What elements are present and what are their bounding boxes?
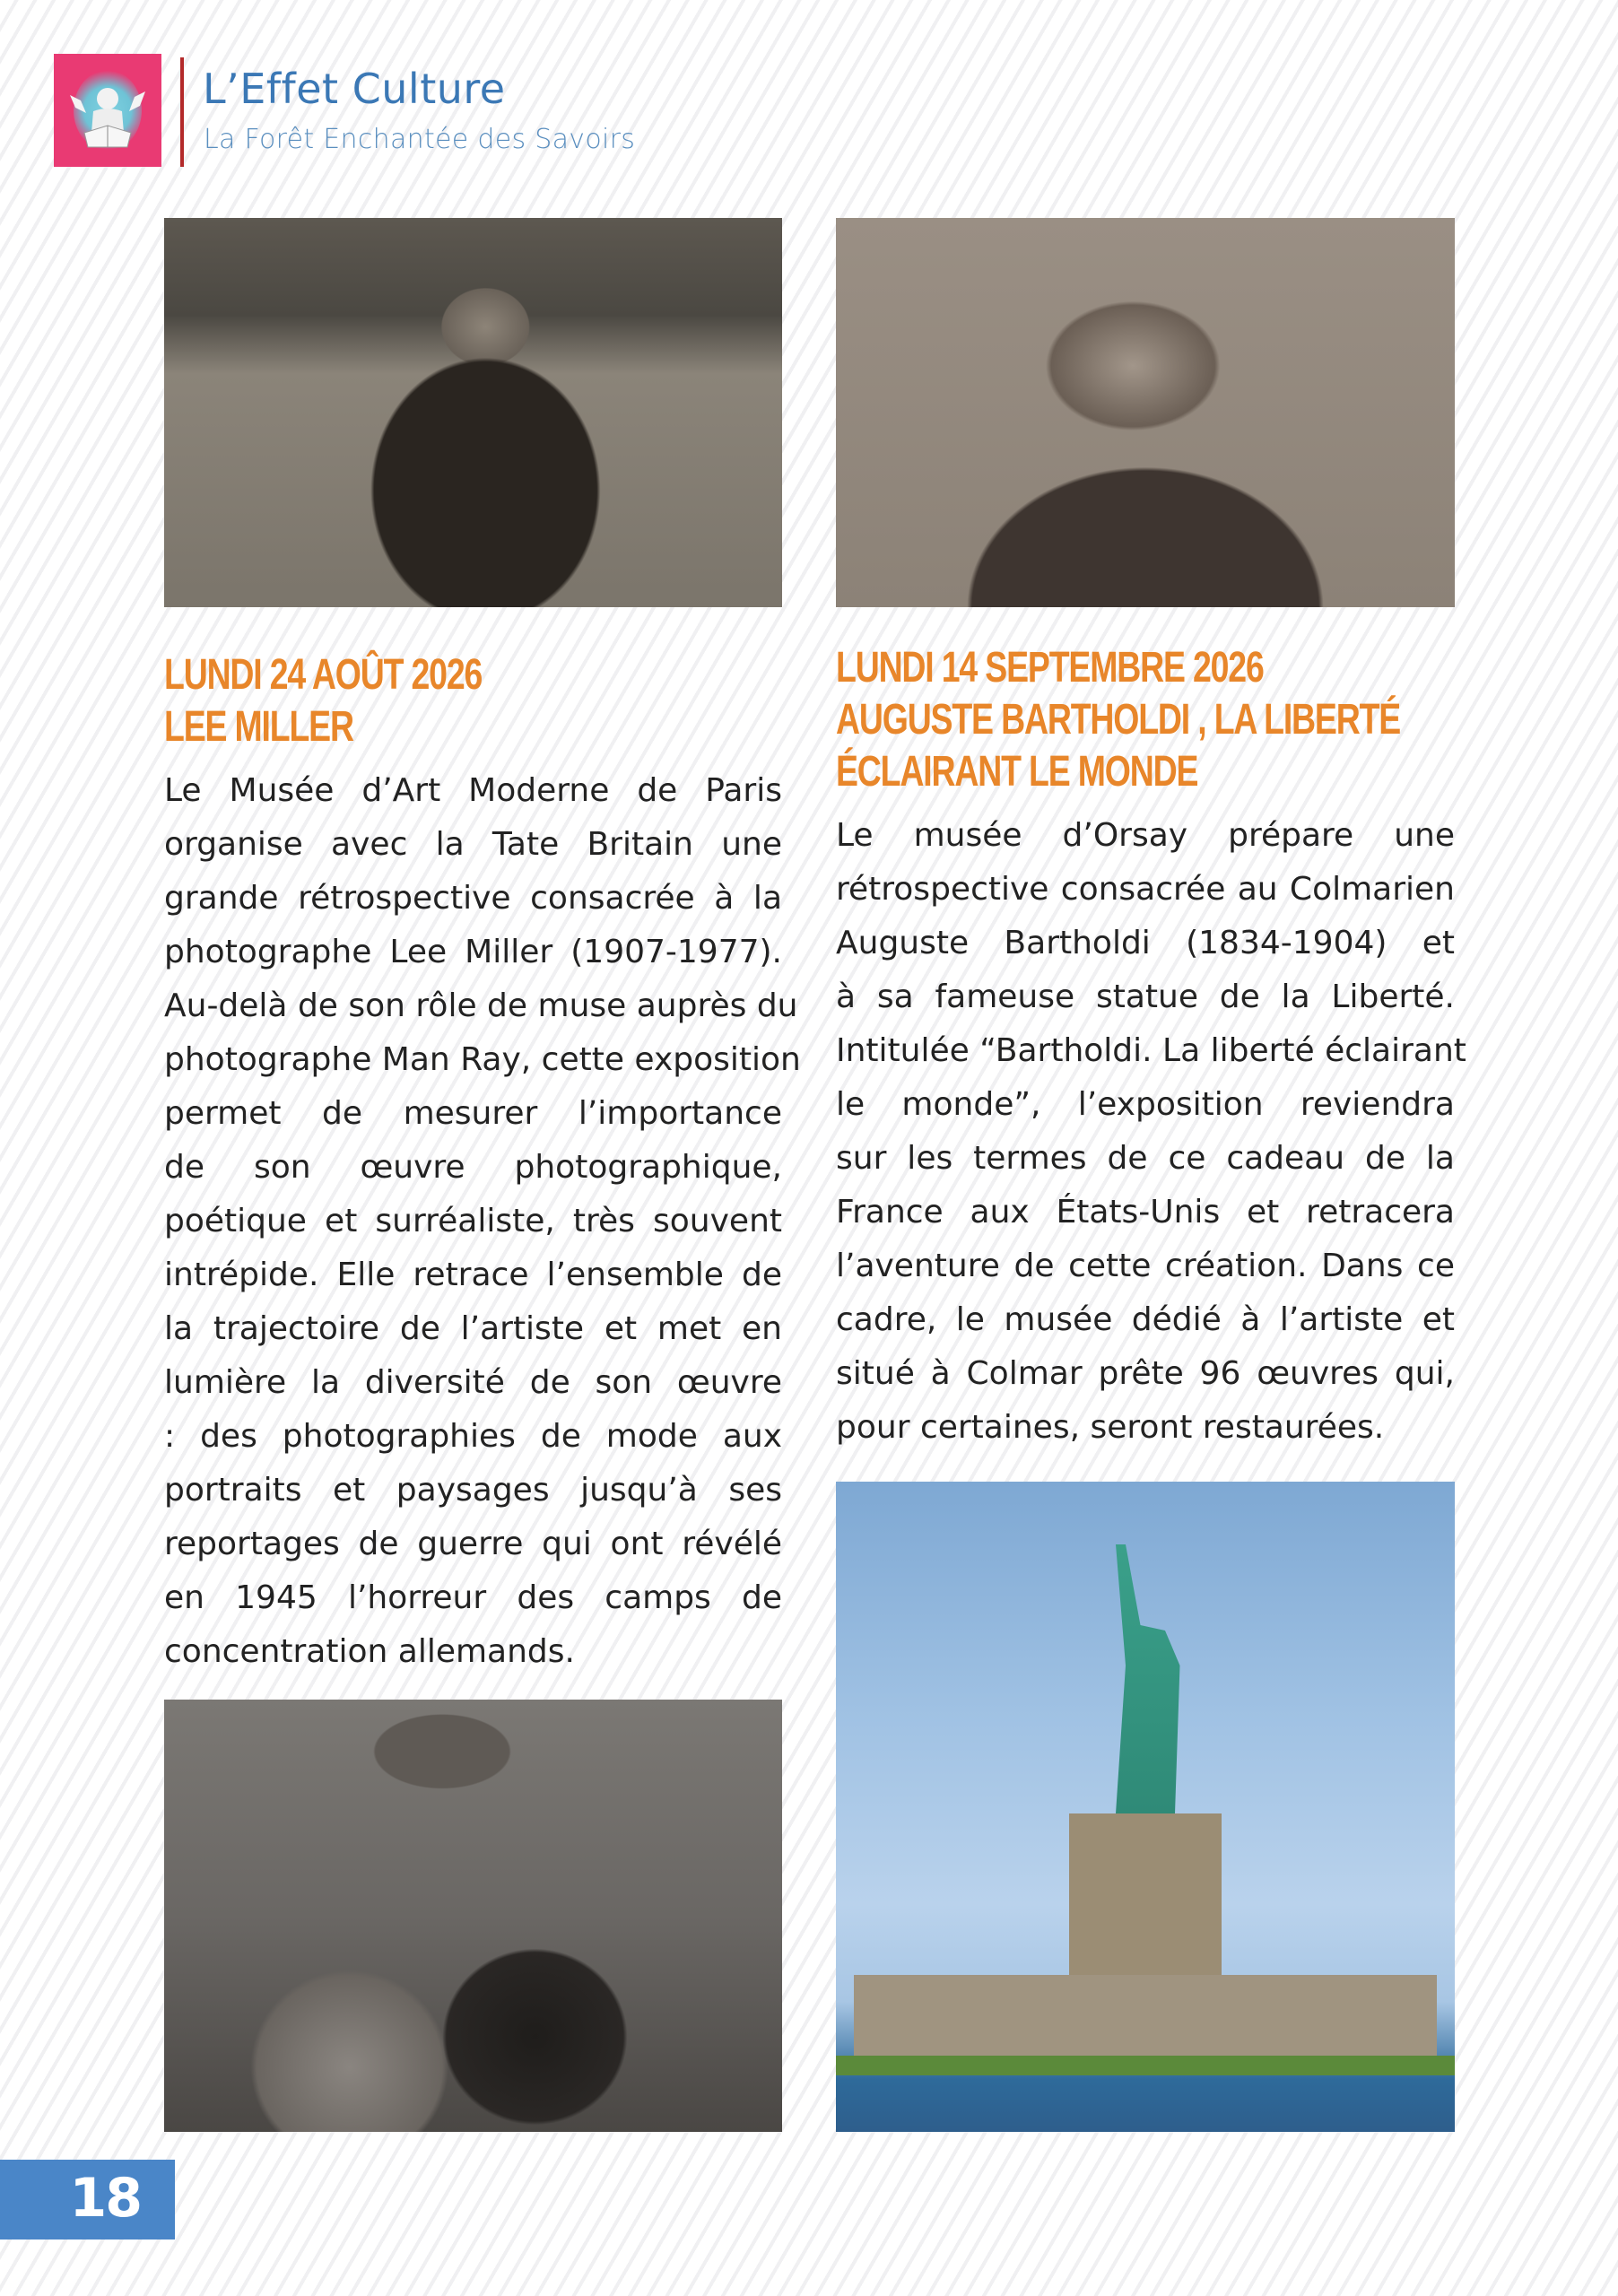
photo-lee-miller-helmet — [164, 218, 782, 607]
body-line: cadre, le musée dédié à l’artiste et — [836, 1301, 1455, 1338]
heading-title-cont: ÉCLAIRANT LE MONDE — [836, 748, 1198, 796]
page-number-badge — [0, 2160, 175, 2239]
body-line: le monde”, l’exposition reviendra — [836, 1086, 1455, 1123]
body-line: sur les termes de ce cadeau de la — [836, 1140, 1455, 1177]
body-line: grande rétrospective consacrée à la — [164, 880, 782, 917]
body-line: organise avec la Tate Britain une — [164, 826, 782, 863]
article-body-bartholdi — [836, 809, 1466, 1455]
body-line: rétrospective consacrée au Colmarien — [836, 871, 1455, 908]
brand-title: L’Effet Culture — [203, 65, 506, 113]
article-body-lee-miller — [164, 764, 801, 1679]
heading-title: LEE MILLER — [164, 703, 353, 751]
heading-title: AUGUSTE BARTHOLDI , LA LIBERTÉ — [836, 696, 1401, 744]
body-line: Le Musée d’Art Moderne de Paris — [164, 772, 782, 809]
pedestal-shape — [1069, 1813, 1222, 1975]
header-divider — [180, 57, 184, 167]
heading-date: LUNDI 14 SEPTEMBRE 2026 — [836, 644, 1264, 691]
body-line: situé à Colmar prête 96 œuvres qui, — [836, 1355, 1455, 1392]
body-line: en 1945 l’horreur des camps de — [164, 1579, 782, 1616]
article-heading-bartholdi — [836, 642, 1400, 798]
page-number: 18 — [69, 2167, 141, 2230]
photo-lee-miller-with-children — [164, 1700, 782, 2132]
photo-statue-of-liberty — [836, 1482, 1455, 2132]
cherub-reading-book-icon — [54, 54, 161, 167]
body-line: : des photographies de mode aux — [164, 1418, 782, 1455]
body-line: photographe Lee Miller (1907-1977). — [164, 934, 782, 970]
article-heading-lee-miller — [164, 649, 482, 753]
body-line: concentration allemands. — [164, 1633, 575, 1670]
body-line: Auguste Bartholdi (1834-1904) et — [836, 925, 1455, 961]
body-line: Le musée d’Orsay prépare une — [836, 817, 1455, 854]
body-line: la trajectoire de l’artiste et met en — [164, 1310, 782, 1347]
body-line: photographe Man Ray, cette exposition — [164, 1041, 801, 1078]
body-line: intrépide. Elle retrace l’ensemble de — [164, 1257, 782, 1293]
body-line: portraits et paysages jusqu’à ses — [164, 1472, 782, 1509]
photo-bartholdi-portrait — [836, 218, 1455, 607]
body-line: Au-delà de son rôle de muse auprès du — [164, 987, 798, 1024]
statue-shape — [1096, 1544, 1195, 1813]
brand-subtitle: La Forêt Enchantée des Savoirs — [204, 124, 636, 155]
body-line: l’aventure de cette création. Dans ce — [836, 1248, 1455, 1284]
body-line: poétique et surréaliste, très souvent — [164, 1203, 782, 1239]
body-line: lumière la diversité de son œuvre — [164, 1364, 782, 1401]
lawn-shape — [836, 2056, 1455, 2075]
body-line: à sa fameuse statue de la Liberté. — [836, 978, 1455, 1015]
fort-base-shape — [854, 1975, 1437, 2056]
body-line: France aux États-Unis et retracera — [836, 1194, 1455, 1231]
body-line: de son œuvre photographique, — [164, 1149, 782, 1186]
logo — [54, 54, 161, 167]
body-line: pour certaines, seront restaurées. — [836, 1409, 1385, 1446]
heading-date: LUNDI 24 AOÛT 2026 — [164, 651, 483, 699]
body-line: reportages de guerre qui ont révélé — [164, 1526, 782, 1562]
body-line: permet de mesurer l’importance — [164, 1095, 782, 1132]
body-line: Intitulée “Bartholdi. La liberté éclairant — [836, 1032, 1466, 1069]
